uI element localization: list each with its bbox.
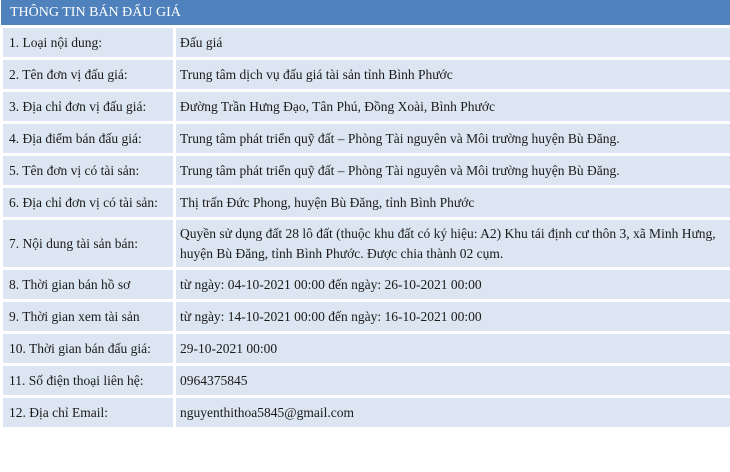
row-label: 8. Thời gian bán hồ sơ bbox=[2, 269, 175, 301]
row-value: Trung tâm dịch vụ đấu giá tài sản tỉnh Bình Phước bbox=[175, 59, 730, 91]
table-row-auction-unit-address bbox=[2, 91, 730, 123]
table-row-owner-name bbox=[2, 155, 730, 187]
row-value: Đấu giá bbox=[175, 27, 730, 59]
table-row-auction-time bbox=[2, 333, 730, 365]
table-header-row bbox=[2, 1, 730, 27]
row-value: Đường Trần Hưng Đạo, Tân Phú, Đồng Xoài, Bình Phước bbox=[175, 91, 730, 123]
table-row-auction-location bbox=[2, 123, 730, 155]
row-label: 4. Địa điểm bán đấu giá: bbox=[2, 123, 175, 155]
row-label: 2. Tên đơn vị đấu giá: bbox=[2, 59, 175, 91]
row-value: Trung tâm phát triển quỹ đất – Phòng Tài nguyên và Môi trường huyện Bù Đăng. bbox=[175, 155, 730, 187]
row-value: nguyenthithoa5845@gmail.com bbox=[175, 397, 730, 429]
row-value: từ ngày: 04-10-2021 00:00 đến ngày: 26-10-2021 00:00 bbox=[175, 269, 730, 301]
row-label: 7. Nội dung tài sản bán: bbox=[2, 219, 175, 269]
row-value: 0964375845 bbox=[175, 365, 730, 397]
row-value: Trung tâm phát triển quỹ đất – Phòng Tài nguyên và Môi trường huyện Bù Đăng. bbox=[175, 123, 730, 155]
table-row-asset-viewing-period bbox=[2, 301, 730, 333]
table-row-contact-phone bbox=[2, 365, 730, 397]
row-label: 11. Số điện thoại liên hệ: bbox=[2, 365, 175, 397]
row-label: 6. Địa chỉ đơn vị có tài sản: bbox=[2, 187, 175, 219]
row-value: 29-10-2021 00:00 bbox=[175, 333, 730, 365]
row-label: 3. Địa chỉ đơn vị đấu giá: bbox=[2, 91, 175, 123]
row-value: Thị trấn Đức Phong, huyện Bù Đăng, tỉnh Bình Phước bbox=[175, 187, 730, 219]
row-value: từ ngày: 14-10-2021 00:00 đến ngày: 16-10-2021 00:00 bbox=[175, 301, 730, 333]
table-row-document-sale-period bbox=[2, 269, 730, 301]
table-row-auction-unit-name bbox=[2, 59, 730, 91]
row-value: Quyền sử dụng đất 28 lô đất (thuộc khu đất có ký hiệu: A2) Khu tái định cư thôn 3, xã Minh Hưng, huyện Bù Đăng, tỉnh Bình Phước. Được chia thành 02 cụm. bbox=[175, 219, 730, 269]
row-label: 1. Loại nội dung: bbox=[2, 27, 175, 59]
row-label: 5. Tên đơn vị có tài sản: bbox=[2, 155, 175, 187]
table-row-owner-address bbox=[2, 187, 730, 219]
table-row-asset-description bbox=[2, 219, 730, 269]
table-row-email bbox=[2, 397, 730, 429]
table-title: THÔNG TIN BÁN ĐẤU GIÁ bbox=[2, 1, 730, 27]
table-row-content-type bbox=[2, 27, 730, 59]
row-label: 12. Địa chỉ Email: bbox=[2, 397, 175, 429]
row-label: 9. Thời gian xem tài sản bbox=[2, 301, 175, 333]
row-label: 10. Thời gian bán đấu giá: bbox=[2, 333, 175, 365]
